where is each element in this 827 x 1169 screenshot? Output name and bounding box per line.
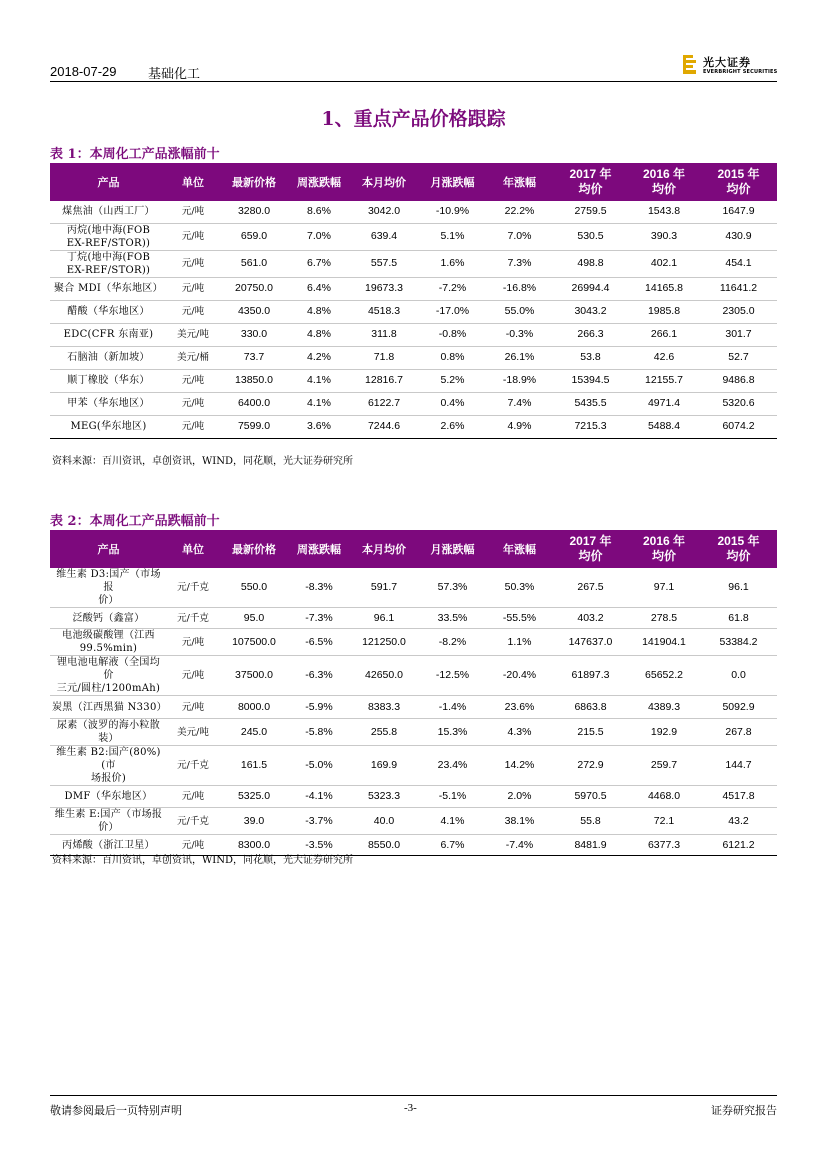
cell-latest-price: 8300.0 xyxy=(219,835,289,856)
cell-avg-2015: 96.1 xyxy=(700,568,777,608)
cell-weekly-change: 4.1% xyxy=(289,369,349,392)
cell-latest-price: 39.0 xyxy=(219,808,289,835)
cell-weekly-change: 4.8% xyxy=(289,323,349,346)
cell-unit: 元/吨 xyxy=(167,835,219,856)
cell-monthly-change: 5.2% xyxy=(419,369,486,392)
table-row xyxy=(50,323,777,346)
cell-avg-2016: 278.5 xyxy=(628,608,700,629)
cell-unit: 元/吨 xyxy=(167,392,219,415)
table-row xyxy=(50,608,777,629)
product-name-line: 维生素 B2:国产(80%)(市 xyxy=(56,747,161,771)
product-name-line: 三元/圆柱/1200mAh) xyxy=(56,683,161,694)
cell-month-avg: 6122.7 xyxy=(349,392,419,415)
cell-yearly-change: -20.4% xyxy=(486,656,553,696)
cell-avg-2015: 52.7 xyxy=(700,346,777,369)
cell-unit: 美元/吨 xyxy=(167,719,219,746)
product-name-line: 维生素 D3:国产（市场报 xyxy=(56,569,161,593)
cell-weekly-change: 4.8% xyxy=(289,300,349,323)
cell-yearly-change: 7.3% xyxy=(486,250,553,277)
cell-monthly-change: 0.8% xyxy=(419,346,486,369)
cell-avg-2017: 6863.8 xyxy=(553,696,628,719)
product-name-line: EX-REF/STOR)) xyxy=(66,264,151,276)
cell-yearly-change: 50.3% xyxy=(486,568,553,608)
cell-latest-price: 73.7 xyxy=(219,346,289,369)
cell-weekly-change: -5.0% xyxy=(289,746,349,786)
product-name-line: DMF（华东地区） xyxy=(64,791,153,802)
cell-weekly-change: -6.3% xyxy=(289,656,349,696)
cell-avg-2017: 61897.3 xyxy=(553,656,628,696)
cell-monthly-change: 5.1% xyxy=(419,223,486,250)
table-row xyxy=(50,808,777,835)
cell-unit: 元/吨 xyxy=(167,415,219,438)
cell-weekly-change: -3.5% xyxy=(289,835,349,856)
cell-product xyxy=(50,277,167,300)
table1-header-row xyxy=(50,163,777,201)
cell-avg-2017: 215.5 xyxy=(553,719,628,746)
report-sector: 基础化工 xyxy=(148,67,201,82)
cell-yearly-change: 4.9% xyxy=(486,415,553,438)
cell-weekly-change: 6.7% xyxy=(289,250,349,277)
header-avg-2017 xyxy=(553,530,628,568)
cell-product xyxy=(50,250,167,277)
cell-avg-2015: 9486.8 xyxy=(700,369,777,392)
cell-avg-2016: 4971.4 xyxy=(628,392,700,415)
header-month-avg: 本月均价 xyxy=(362,542,406,556)
report-date: 2018-07-29 xyxy=(50,64,117,79)
cell-avg-2017: 7215.3 xyxy=(553,415,628,438)
cell-yearly-change: 23.6% xyxy=(486,696,553,719)
table-row xyxy=(50,786,777,808)
cell-avg-2016: 12155.7 xyxy=(628,369,700,392)
cell-product xyxy=(50,568,167,608)
table-row xyxy=(50,250,777,277)
cell-weekly-change: -5.9% xyxy=(289,696,349,719)
product-name-line: 煤焦油（山西工厂） xyxy=(62,206,155,218)
product-name-line: 聚合 MDI（华东地区） xyxy=(54,283,163,294)
table-row xyxy=(50,392,777,415)
cell-avg-2017: 530.5 xyxy=(553,223,628,250)
cell-yearly-change: -16.8% xyxy=(486,277,553,300)
cell-latest-price: 8000.0 xyxy=(219,696,289,719)
cell-monthly-change: -8.2% xyxy=(419,629,486,656)
table-row xyxy=(50,656,777,696)
table-row xyxy=(50,300,777,323)
cell-product xyxy=(50,392,167,415)
cell-avg-2017: 266.3 xyxy=(553,323,628,346)
table-row xyxy=(50,277,777,300)
cell-product xyxy=(50,656,167,696)
cell-month-avg: 96.1 xyxy=(349,608,419,629)
product-name-line: 醋酸（华东地区） xyxy=(67,306,150,317)
header-avg-2015 xyxy=(700,163,777,201)
cell-avg-2015: 2305.0 xyxy=(700,300,777,323)
cell-avg-2016: 266.1 xyxy=(628,323,700,346)
cell-weekly-change: 6.4% xyxy=(289,277,349,300)
table-row xyxy=(50,346,777,369)
cell-avg-2016: 259.7 xyxy=(628,746,700,786)
cell-weekly-change: -8.3% xyxy=(289,568,349,608)
table-row xyxy=(50,415,777,438)
table-row xyxy=(50,719,777,746)
header-avg-2016 xyxy=(628,163,700,201)
cell-monthly-change: -5.1% xyxy=(419,786,486,808)
cell-latest-price: 95.0 xyxy=(219,608,289,629)
product-name-line: 99.5%min) xyxy=(79,643,138,654)
header-avg-2016-line: 2016 年 xyxy=(642,167,686,181)
cell-monthly-change: 33.5% xyxy=(419,608,486,629)
header-avg-2016 xyxy=(628,530,700,568)
product-name-line: 甲苯（华东地区） xyxy=(67,398,150,409)
header-monthly-change: 月涨跌幅 xyxy=(430,175,475,189)
header-avg-2017-line: 2017 年 xyxy=(569,534,612,548)
cell-unit: 元/千克 xyxy=(167,568,219,608)
cell-yearly-change: 4.3% xyxy=(486,719,553,746)
product-name-line: 价） xyxy=(98,822,119,833)
cell-unit: 元/吨 xyxy=(167,250,219,277)
cell-month-avg: 7244.6 xyxy=(349,415,419,438)
everbright-logo xyxy=(681,54,777,78)
header-avg-2016-line: 均价 xyxy=(651,549,676,563)
cell-weekly-change: -3.7% xyxy=(289,808,349,835)
cell-latest-price: 20750.0 xyxy=(219,277,289,300)
header-unit: 单位 xyxy=(182,175,204,189)
cell-monthly-change: -7.2% xyxy=(419,277,486,300)
cell-weekly-change: 7.0% xyxy=(289,223,349,250)
cell-product xyxy=(50,629,167,656)
header-weekly-change: 周涨跌幅 xyxy=(297,175,341,189)
cell-avg-2015: 6074.2 xyxy=(700,415,777,438)
cell-product xyxy=(50,608,167,629)
cell-avg-2015: 454.1 xyxy=(700,250,777,277)
header-latest-price: 最新价格 xyxy=(232,175,276,189)
product-name-line: EDC(CFR 东南亚) xyxy=(63,329,154,340)
cell-avg-2016: 65652.2 xyxy=(628,656,700,696)
cell-yearly-change: 1.1% xyxy=(486,629,553,656)
cell-month-avg: 40.0 xyxy=(349,808,419,835)
table2 xyxy=(50,530,777,856)
table-row xyxy=(50,568,777,608)
cell-avg-2016: 390.3 xyxy=(628,223,700,250)
cell-unit: 元/吨 xyxy=(167,300,219,323)
cell-month-avg: 121250.0 xyxy=(349,629,419,656)
footer-disclaimer: 敬请参阅最后一页特别声明 xyxy=(50,1104,182,1117)
header-avg-2016-line: 2016 年 xyxy=(642,534,686,548)
product-name-line: 丙烯酸（浙江卫星） xyxy=(62,839,155,851)
cell-avg-2017: 272.9 xyxy=(553,746,628,786)
cell-avg-2015: 1647.9 xyxy=(700,201,777,223)
cell-unit: 元/吨 xyxy=(167,277,219,300)
product-name-line: 价） xyxy=(98,595,119,606)
cell-weekly-change: 3.6% xyxy=(289,415,349,438)
cell-product xyxy=(50,323,167,346)
cell-unit: 元/吨 xyxy=(167,369,219,392)
cell-product xyxy=(50,719,167,746)
table-row xyxy=(50,369,777,392)
cell-avg-2015: 43.2 xyxy=(700,808,777,835)
header-unit: 单位 xyxy=(182,542,204,556)
cell-latest-price: 550.0 xyxy=(219,568,289,608)
cell-product xyxy=(50,346,167,369)
header-product: 产品 xyxy=(97,175,120,189)
page-footer xyxy=(50,1095,777,1125)
cell-avg-2015: 53384.2 xyxy=(700,629,777,656)
cell-latest-price: 7599.0 xyxy=(219,415,289,438)
product-name-line: 场报价) xyxy=(90,773,127,784)
cell-monthly-change: -17.0% xyxy=(419,300,486,323)
cell-avg-2016: 4389.3 xyxy=(628,696,700,719)
header-product: 产品 xyxy=(97,542,120,556)
cell-monthly-change: 57.3% xyxy=(419,568,486,608)
cell-latest-price: 13850.0 xyxy=(219,369,289,392)
cell-avg-2015: 61.8 xyxy=(700,608,777,629)
cell-avg-2015: 11641.2 xyxy=(700,277,777,300)
table2-header-row xyxy=(50,530,777,568)
cell-weekly-change: -4.1% xyxy=(289,786,349,808)
cell-month-avg: 3042.0 xyxy=(349,201,419,223)
cell-latest-price: 659.0 xyxy=(219,223,289,250)
cell-avg-2017: 3043.2 xyxy=(553,300,628,323)
cell-product xyxy=(50,415,167,438)
cell-product xyxy=(50,201,167,223)
product-name-line: 炭黑（江西黑猫 N330） xyxy=(52,701,167,713)
cell-latest-price: 561.0 xyxy=(219,250,289,277)
cell-avg-2016: 42.6 xyxy=(628,346,700,369)
cell-product xyxy=(50,696,167,719)
product-name-line: 泛酸钙（鑫富） xyxy=(72,612,145,624)
cell-monthly-change: 2.6% xyxy=(419,415,486,438)
cell-yearly-change: 26.1% xyxy=(486,346,553,369)
cell-month-avg: 169.9 xyxy=(349,746,419,786)
cell-avg-2015: 301.7 xyxy=(700,323,777,346)
cell-yearly-change: 7.0% xyxy=(486,223,553,250)
cell-monthly-change: 4.1% xyxy=(419,808,486,835)
cell-month-avg: 8550.0 xyxy=(349,835,419,856)
table1-source: 资料来源：百川资讯，卓创资讯，WIND，同花顺，光大证券研究所 xyxy=(52,456,353,467)
cell-month-avg: 557.5 xyxy=(349,250,419,277)
cell-product xyxy=(50,808,167,835)
cell-month-avg: 8383.3 xyxy=(349,696,419,719)
product-name-line: 电池级碳酸锂（江西 xyxy=(62,630,155,641)
cell-avg-2016: 72.1 xyxy=(628,808,700,835)
cell-unit: 元/吨 xyxy=(167,629,219,656)
cell-yearly-change: 2.0% xyxy=(486,786,553,808)
cell-yearly-change: 22.2% xyxy=(486,201,553,223)
section-title: 1、重点产品价格跟踪 xyxy=(321,108,506,130)
header-latest-price: 最新价格 xyxy=(232,542,276,556)
table-row xyxy=(50,696,777,719)
cell-monthly-change: 6.7% xyxy=(419,835,486,856)
page-header xyxy=(50,50,777,82)
header-avg-2015-line: 2015 年 xyxy=(717,167,760,181)
cell-avg-2017: 403.2 xyxy=(553,608,628,629)
cell-weekly-change: 8.6% xyxy=(289,201,349,223)
cell-unit: 元/吨 xyxy=(167,696,219,719)
header-avg-2015-line: 2015 年 xyxy=(717,534,760,548)
cell-unit: 元/吨 xyxy=(167,786,219,808)
cell-yearly-change: 7.4% xyxy=(486,392,553,415)
header-avg-2015 xyxy=(700,530,777,568)
product-name-line: MEG(华东地区) xyxy=(70,421,147,432)
logo-text-cn: 光大证券 xyxy=(703,56,751,69)
cell-month-avg: 5323.3 xyxy=(349,786,419,808)
cell-product xyxy=(50,746,167,786)
cell-avg-2015: 5320.6 xyxy=(700,392,777,415)
cell-product xyxy=(50,369,167,392)
cell-weekly-change: -7.3% xyxy=(289,608,349,629)
cell-avg-2017: 53.8 xyxy=(553,346,628,369)
cell-avg-2017: 5970.5 xyxy=(553,786,628,808)
cell-avg-2016: 5488.4 xyxy=(628,415,700,438)
cell-avg-2016: 14165.8 xyxy=(628,277,700,300)
cell-unit: 元/吨 xyxy=(167,223,219,250)
table-row xyxy=(50,223,777,250)
cell-avg-2017: 147637.0 xyxy=(553,629,628,656)
footer-report-type: 证券研究报告 xyxy=(711,1104,777,1117)
cell-monthly-change: 23.4% xyxy=(419,746,486,786)
header-month-avg: 本月均价 xyxy=(362,175,406,189)
cell-unit: 元/吨 xyxy=(167,656,219,696)
header-avg-2017-line: 均价 xyxy=(578,549,603,563)
cell-month-avg: 639.4 xyxy=(349,223,419,250)
cell-avg-2017: 2759.5 xyxy=(553,201,628,223)
cell-avg-2015: 430.9 xyxy=(700,223,777,250)
table2-caption: 表 2：本周化工产品跌幅前十 xyxy=(50,514,220,529)
everbright-logo-icon xyxy=(681,54,699,76)
cell-avg-2015: 0.0 xyxy=(700,656,777,696)
header-yearly-change: 年涨幅 xyxy=(503,175,536,189)
product-name-line: 维生素 E:国产（市场报 xyxy=(54,809,163,820)
cell-avg-2016: 4468.0 xyxy=(628,786,700,808)
cell-avg-2015: 5092.9 xyxy=(700,696,777,719)
cell-yearly-change: 55.0% xyxy=(486,300,553,323)
cell-weekly-change: 4.1% xyxy=(289,392,349,415)
cell-avg-2016: 6377.3 xyxy=(628,835,700,856)
header-avg-2017-line: 2017 年 xyxy=(569,167,612,181)
cell-avg-2016: 1985.8 xyxy=(628,300,700,323)
product-name-line: 丙烷(地中海(FOB xyxy=(66,224,151,236)
table2-source: 资料来源：百川资讯，卓创资讯，WIND，同花顺，光大证券研究所 xyxy=(52,855,353,866)
cell-weekly-change: -5.8% xyxy=(289,719,349,746)
cell-unit: 美元/桶 xyxy=(167,346,219,369)
cell-avg-2017: 15394.5 xyxy=(553,369,628,392)
cell-weekly-change: -6.5% xyxy=(289,629,349,656)
cell-avg-2017: 267.5 xyxy=(553,568,628,608)
header-avg-2015-line: 均价 xyxy=(726,182,751,196)
cell-avg-2016: 141904.1 xyxy=(628,629,700,656)
cell-latest-price: 6400.0 xyxy=(219,392,289,415)
header-avg-2015-line: 均价 xyxy=(726,549,751,563)
cell-month-avg: 12816.7 xyxy=(349,369,419,392)
cell-yearly-change: -55.5% xyxy=(486,608,553,629)
header-yearly-change: 年涨幅 xyxy=(503,542,536,556)
cell-avg-2017: 26994.4 xyxy=(553,277,628,300)
cell-month-avg: 591.7 xyxy=(349,568,419,608)
cell-unit: 元/千克 xyxy=(167,608,219,629)
header-avg-2016-line: 均价 xyxy=(651,182,676,196)
table-row xyxy=(50,746,777,786)
table-row xyxy=(50,629,777,656)
cell-product xyxy=(50,300,167,323)
cell-avg-2016: 1543.8 xyxy=(628,201,700,223)
cell-monthly-change: -0.8% xyxy=(419,323,486,346)
cell-yearly-change: -0.3% xyxy=(486,323,553,346)
product-name-line: EX-REF/STOR)) xyxy=(66,237,151,249)
table-row xyxy=(50,201,777,223)
header-avg-2017 xyxy=(553,163,628,201)
cell-latest-price: 245.0 xyxy=(219,719,289,746)
product-name-line: 尿素（波罗的海小粒散装） xyxy=(57,720,160,744)
cell-month-avg: 19673.3 xyxy=(349,277,419,300)
cell-month-avg: 311.8 xyxy=(349,323,419,346)
cell-month-avg: 71.8 xyxy=(349,346,419,369)
product-name-line: 石脑油（新加坡） xyxy=(67,352,150,363)
cell-latest-price: 161.5 xyxy=(219,746,289,786)
cell-latest-price: 3280.0 xyxy=(219,201,289,223)
cell-avg-2015: 267.8 xyxy=(700,719,777,746)
cell-monthly-change: 0.4% xyxy=(419,392,486,415)
cell-avg-2017: 498.8 xyxy=(553,250,628,277)
cell-monthly-change: -10.9% xyxy=(419,201,486,223)
cell-month-avg: 42650.0 xyxy=(349,656,419,696)
cell-avg-2017: 8481.9 xyxy=(553,835,628,856)
cell-unit: 元/千克 xyxy=(167,746,219,786)
cell-monthly-change: -1.4% xyxy=(419,696,486,719)
cell-month-avg: 255.8 xyxy=(349,719,419,746)
cell-yearly-change: 14.2% xyxy=(486,746,553,786)
cell-yearly-change: -7.4% xyxy=(486,835,553,856)
product-name-line: 顺丁橡胶（华东） xyxy=(67,375,150,386)
logo-text-en: EVERBRIGHT SECURITIES xyxy=(703,69,778,75)
cell-latest-price: 37500.0 xyxy=(219,656,289,696)
cell-unit: 美元/吨 xyxy=(167,323,219,346)
cell-latest-price: 4350.0 xyxy=(219,300,289,323)
table2-body xyxy=(50,568,777,856)
cell-avg-2017: 5435.5 xyxy=(553,392,628,415)
cell-avg-2016: 97.1 xyxy=(628,568,700,608)
cell-monthly-change: 15.3% xyxy=(419,719,486,746)
cell-yearly-change: -18.9% xyxy=(486,369,553,392)
cell-product xyxy=(50,786,167,808)
cell-avg-2017: 55.8 xyxy=(553,808,628,835)
cell-unit: 元/吨 xyxy=(167,201,219,223)
table1 xyxy=(50,163,777,439)
cell-monthly-change: -12.5% xyxy=(419,656,486,696)
cell-unit: 元/千克 xyxy=(167,808,219,835)
header-monthly-change: 月涨跌幅 xyxy=(430,542,475,556)
cell-month-avg: 4518.3 xyxy=(349,300,419,323)
cell-avg-2016: 402.1 xyxy=(628,250,700,277)
page-number: -3- xyxy=(404,1102,417,1114)
header-avg-2017-line: 均价 xyxy=(578,182,603,196)
cell-yearly-change: 38.1% xyxy=(486,808,553,835)
cell-latest-price: 330.0 xyxy=(219,323,289,346)
table1-body xyxy=(50,201,777,438)
cell-avg-2015: 4517.8 xyxy=(700,786,777,808)
cell-weekly-change: 4.2% xyxy=(289,346,349,369)
cell-latest-price: 107500.0 xyxy=(219,629,289,656)
cell-latest-price: 5325.0 xyxy=(219,786,289,808)
cell-avg-2015: 144.7 xyxy=(700,746,777,786)
header-weekly-change: 周涨跌幅 xyxy=(297,542,341,556)
cell-product xyxy=(50,223,167,250)
product-name-line: 锂电池电解液（全国均价 xyxy=(57,657,160,681)
table1-caption: 表 1：本周化工产品涨幅前十 xyxy=(50,147,220,162)
product-name-line: 丁烷(地中海(FOB xyxy=(66,251,151,263)
cell-avg-2015: 6121.2 xyxy=(700,835,777,856)
cell-avg-2016: 192.9 xyxy=(628,719,700,746)
cell-monthly-change: 1.6% xyxy=(419,250,486,277)
